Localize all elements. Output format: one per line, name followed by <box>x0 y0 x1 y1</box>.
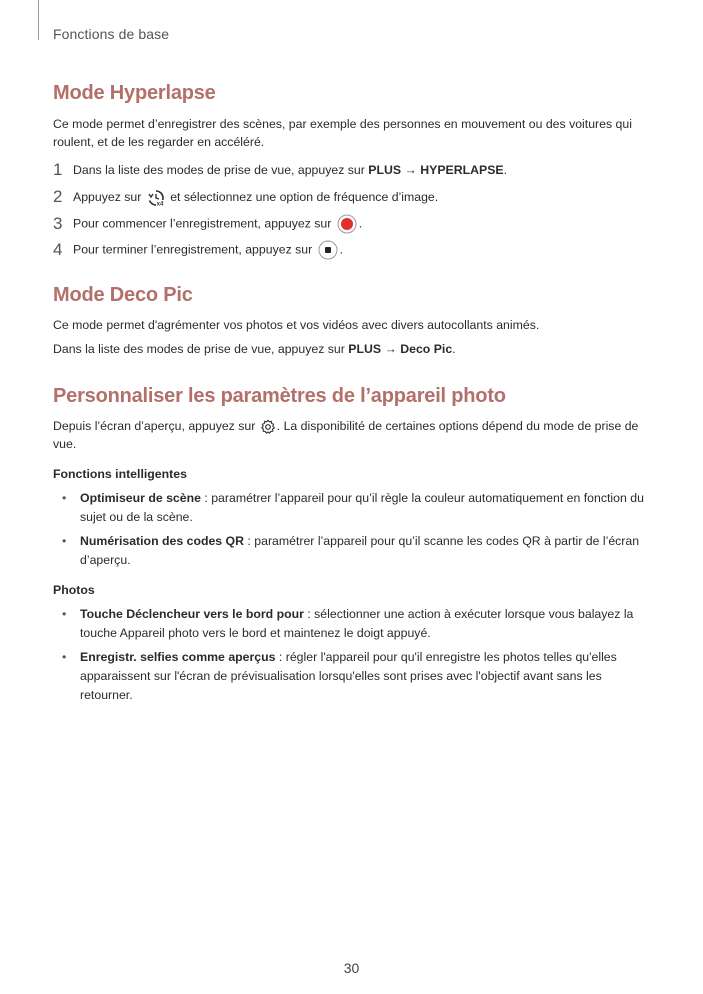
step-text-before: Pour terminer l’enregistrement, appuyez sur <box>73 242 316 256</box>
arrow: → <box>401 163 421 177</box>
step-text-before: Dans la liste des modes de prise de vue, appuyez sur <box>73 163 369 177</box>
list-item-text <box>80 648 653 705</box>
settings-title: Personnaliser les paramètres de l’appareil photo <box>53 384 506 407</box>
page-content <box>53 82 653 705</box>
option-description: : sélectionner une action à exécuter lorsque vous balayez la touche Appareil photo vers le bord et maintenez le doigt appuyé. <box>80 606 634 640</box>
deco-pic-instruction <box>53 340 653 358</box>
hyperlapse-intro: Ce mode permet d’enregistrer des scènes, par exemple des personnes en mouvement ou des voitures qui roulent, et de les regarder en accéléré. <box>53 117 632 149</box>
step-number: 1 <box>53 160 63 179</box>
step-number: 4 <box>53 239 63 259</box>
bullet-dot: • <box>62 606 67 621</box>
step-4 <box>53 240 653 260</box>
settings-intro <box>53 417 653 453</box>
step-text-after: . <box>339 242 344 256</box>
option-label: Optimiseur de scène <box>80 490 201 505</box>
step-number: 2 <box>53 187 63 207</box>
step-text <box>73 240 343 260</box>
section-heading: Fonctions intelligentes <box>53 466 187 481</box>
step-3 <box>53 214 653 234</box>
list-item <box>53 489 653 527</box>
section-heading: Photos <box>53 582 95 597</box>
step-1 <box>53 161 653 179</box>
header-rule <box>38 0 39 40</box>
deco-pic-text-before: Dans la liste des modes de prise de vue, appuyez sur <box>53 341 349 356</box>
stop-button-icon <box>318 240 338 260</box>
list-item-text <box>80 489 653 527</box>
step-text-after: et sélectionnez une option de fréquence d’image. <box>166 190 439 204</box>
bullet-dot: • <box>62 533 67 548</box>
frame-rate-icon <box>147 189 165 207</box>
record-button-icon <box>337 214 357 234</box>
step-number: 3 <box>53 213 63 233</box>
menu-hyperlapse: HYPERLAPSE <box>420 163 504 177</box>
settings-intro-after: . La disponibilité de certaines options dépend du mode de prise de vue. <box>53 418 639 451</box>
settings-intro-before: Depuis l’écran d’aperçu, appuyez sur <box>53 418 259 433</box>
bullet-dot: • <box>62 649 67 664</box>
menu-deco-pic: Deco Pic <box>400 341 453 356</box>
list-item <box>53 532 653 570</box>
menu-plus: PLUS <box>368 163 402 177</box>
option-description: : régler l'appareil pour qu'il enregistre les photos telles qu'elles apparaissent sur l'écran de prévisualisation lorsqu'elles sont prises avec l'objectif avant sans les retourner. <box>80 649 617 702</box>
settings-gear-icon <box>260 419 276 435</box>
menu-plus: PLUS <box>348 341 382 356</box>
deco-pic-text-after: . <box>452 341 456 356</box>
svg-text:x4: x4 <box>156 201 164 207</box>
step-text-after: . <box>503 163 508 177</box>
step-text-before: Appuyez sur <box>73 190 145 204</box>
option-label: Numérisation des codes QR <box>80 533 245 548</box>
bullet-dot: • <box>62 490 67 505</box>
step-text <box>73 188 438 207</box>
hyperlapse-steps <box>53 161 653 260</box>
step-text-before: Pour commencer l’enregistrement, appuyez sur <box>73 216 335 230</box>
list-item <box>53 648 653 705</box>
option-description: : paramétrer l’appareil pour qu’il scanne les codes QR à partir de l’écran d’aperçu. <box>80 533 640 567</box>
list-item-text <box>80 605 653 643</box>
step-text <box>73 161 507 179</box>
option-label: Enregistr. selfies comme aperçus <box>80 649 276 664</box>
arrow: → <box>381 341 401 356</box>
option-label: Touche Déclencheur vers le bord pour <box>80 606 304 621</box>
hyperlapse-title: Mode Hyperlapse <box>53 82 216 104</box>
step-text-after: . <box>358 216 363 230</box>
list-item-text <box>80 532 653 570</box>
deco-pic-intro: Ce mode permet d'agrémenter vos photos et vos vidéos avec divers autocollants animés. <box>53 317 540 332</box>
running-head: Fonctions de base <box>53 26 170 42</box>
deco-pic-title: Mode Deco Pic <box>53 283 193 306</box>
step-2 <box>53 188 653 207</box>
option-description: : paramétrer l’appareil pour qu’il règle la couleur automatiquement en fonction du sujet ou de la scène. <box>80 490 644 524</box>
bullet-list <box>53 489 653 570</box>
step-text <box>73 214 362 234</box>
page-number: 30 <box>343 960 360 976</box>
list-item <box>53 605 653 643</box>
bullet-list <box>53 605 653 705</box>
